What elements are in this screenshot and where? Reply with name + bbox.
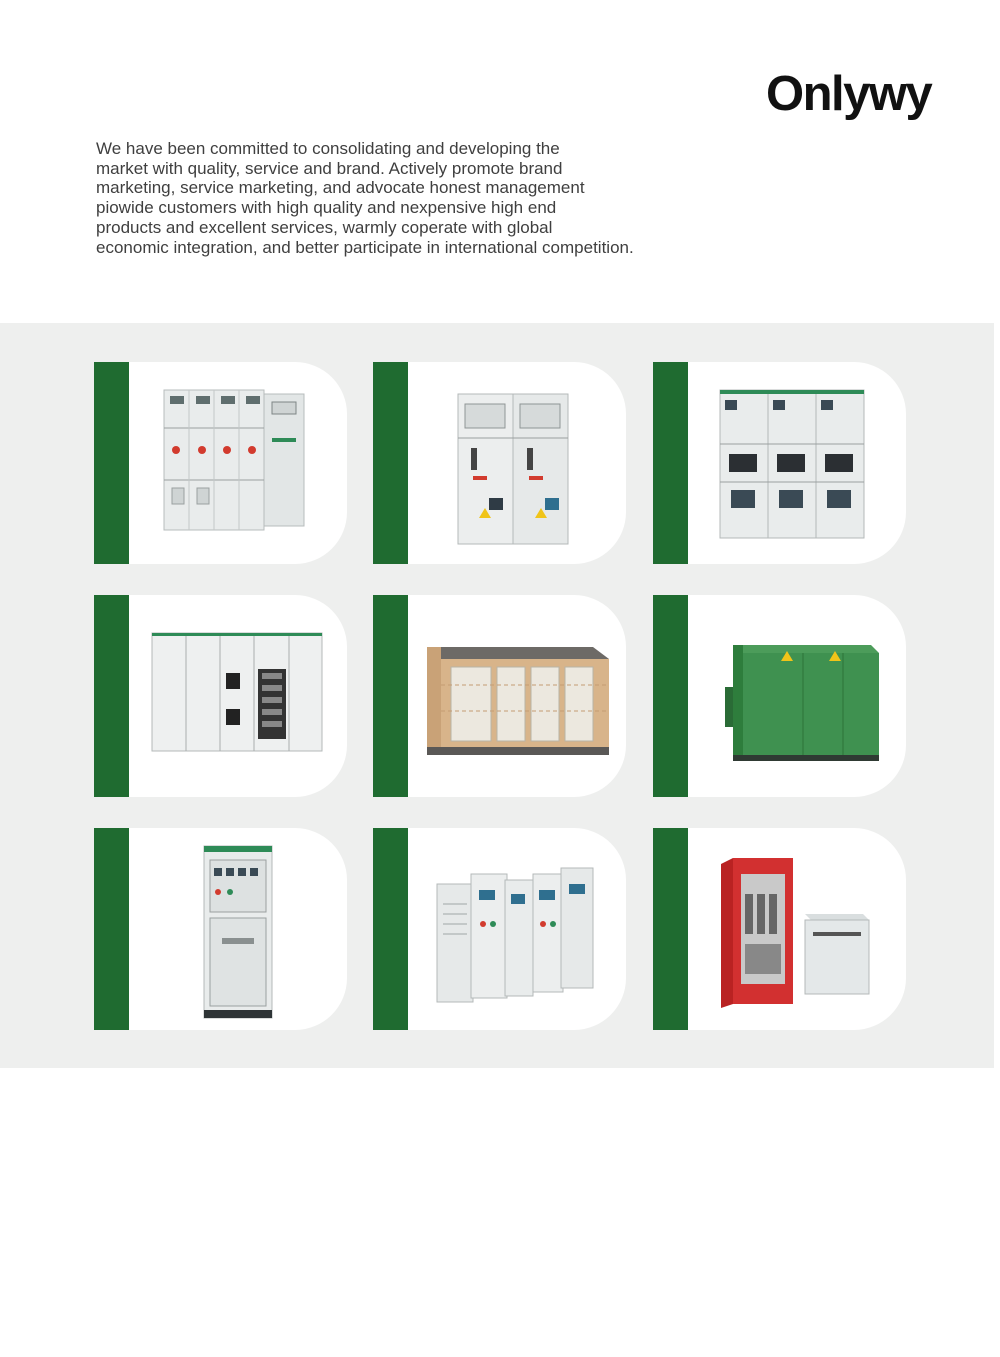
low-voltage-withdrawable-switchgear-image bbox=[134, 601, 342, 791]
intro-line: marketing, service marketing, and advocate honest management bbox=[96, 178, 585, 198]
intro-line: piowide customers with high quality and nexpensive high end bbox=[96, 198, 557, 218]
product-card bbox=[653, 362, 906, 564]
product-card bbox=[373, 595, 626, 797]
fire-control-cabinet-image bbox=[693, 834, 901, 1024]
card-accent-bar bbox=[653, 828, 688, 1030]
motor-control-cabinet-set-image bbox=[413, 834, 621, 1024]
product-card bbox=[653, 828, 906, 1030]
three-panel-switchgear-lineup-image bbox=[693, 368, 901, 558]
brick-box-substation-image bbox=[413, 601, 621, 791]
product-card bbox=[94, 362, 347, 564]
card-accent-bar bbox=[373, 362, 408, 564]
card-accent-bar bbox=[653, 595, 688, 797]
green-compact-substation-image bbox=[693, 601, 901, 791]
product-card bbox=[373, 362, 626, 564]
card-accent-bar bbox=[94, 595, 129, 797]
card-accent-bar bbox=[373, 595, 408, 797]
product-card bbox=[373, 828, 626, 1030]
intro-line: products and excellent services, warmly coperate with global bbox=[96, 217, 553, 237]
product-card bbox=[94, 828, 347, 1030]
brand-logo bbox=[766, 62, 966, 126]
intro-paragraph bbox=[96, 139, 696, 257]
card-accent-bar bbox=[94, 362, 129, 564]
ggd-distribution-cabinet-image bbox=[134, 834, 342, 1024]
intro-line: We have been committed to consolidating and developing the bbox=[96, 139, 560, 158]
ring-main-unit-switchgear-image bbox=[134, 368, 342, 558]
metal-clad-switchgear-cabinet-image bbox=[413, 368, 621, 558]
card-accent-bar bbox=[373, 828, 408, 1030]
card-accent-bar bbox=[94, 828, 129, 1030]
intro-line: market with quality, service and brand. Actively promote brand bbox=[96, 158, 563, 178]
intro-line: economic integration, and better participate in international competition. bbox=[96, 237, 634, 257]
brand-name: Onlywy bbox=[766, 67, 932, 121]
product-card bbox=[653, 595, 906, 797]
product-card bbox=[94, 595, 347, 797]
card-accent-bar bbox=[653, 362, 688, 564]
